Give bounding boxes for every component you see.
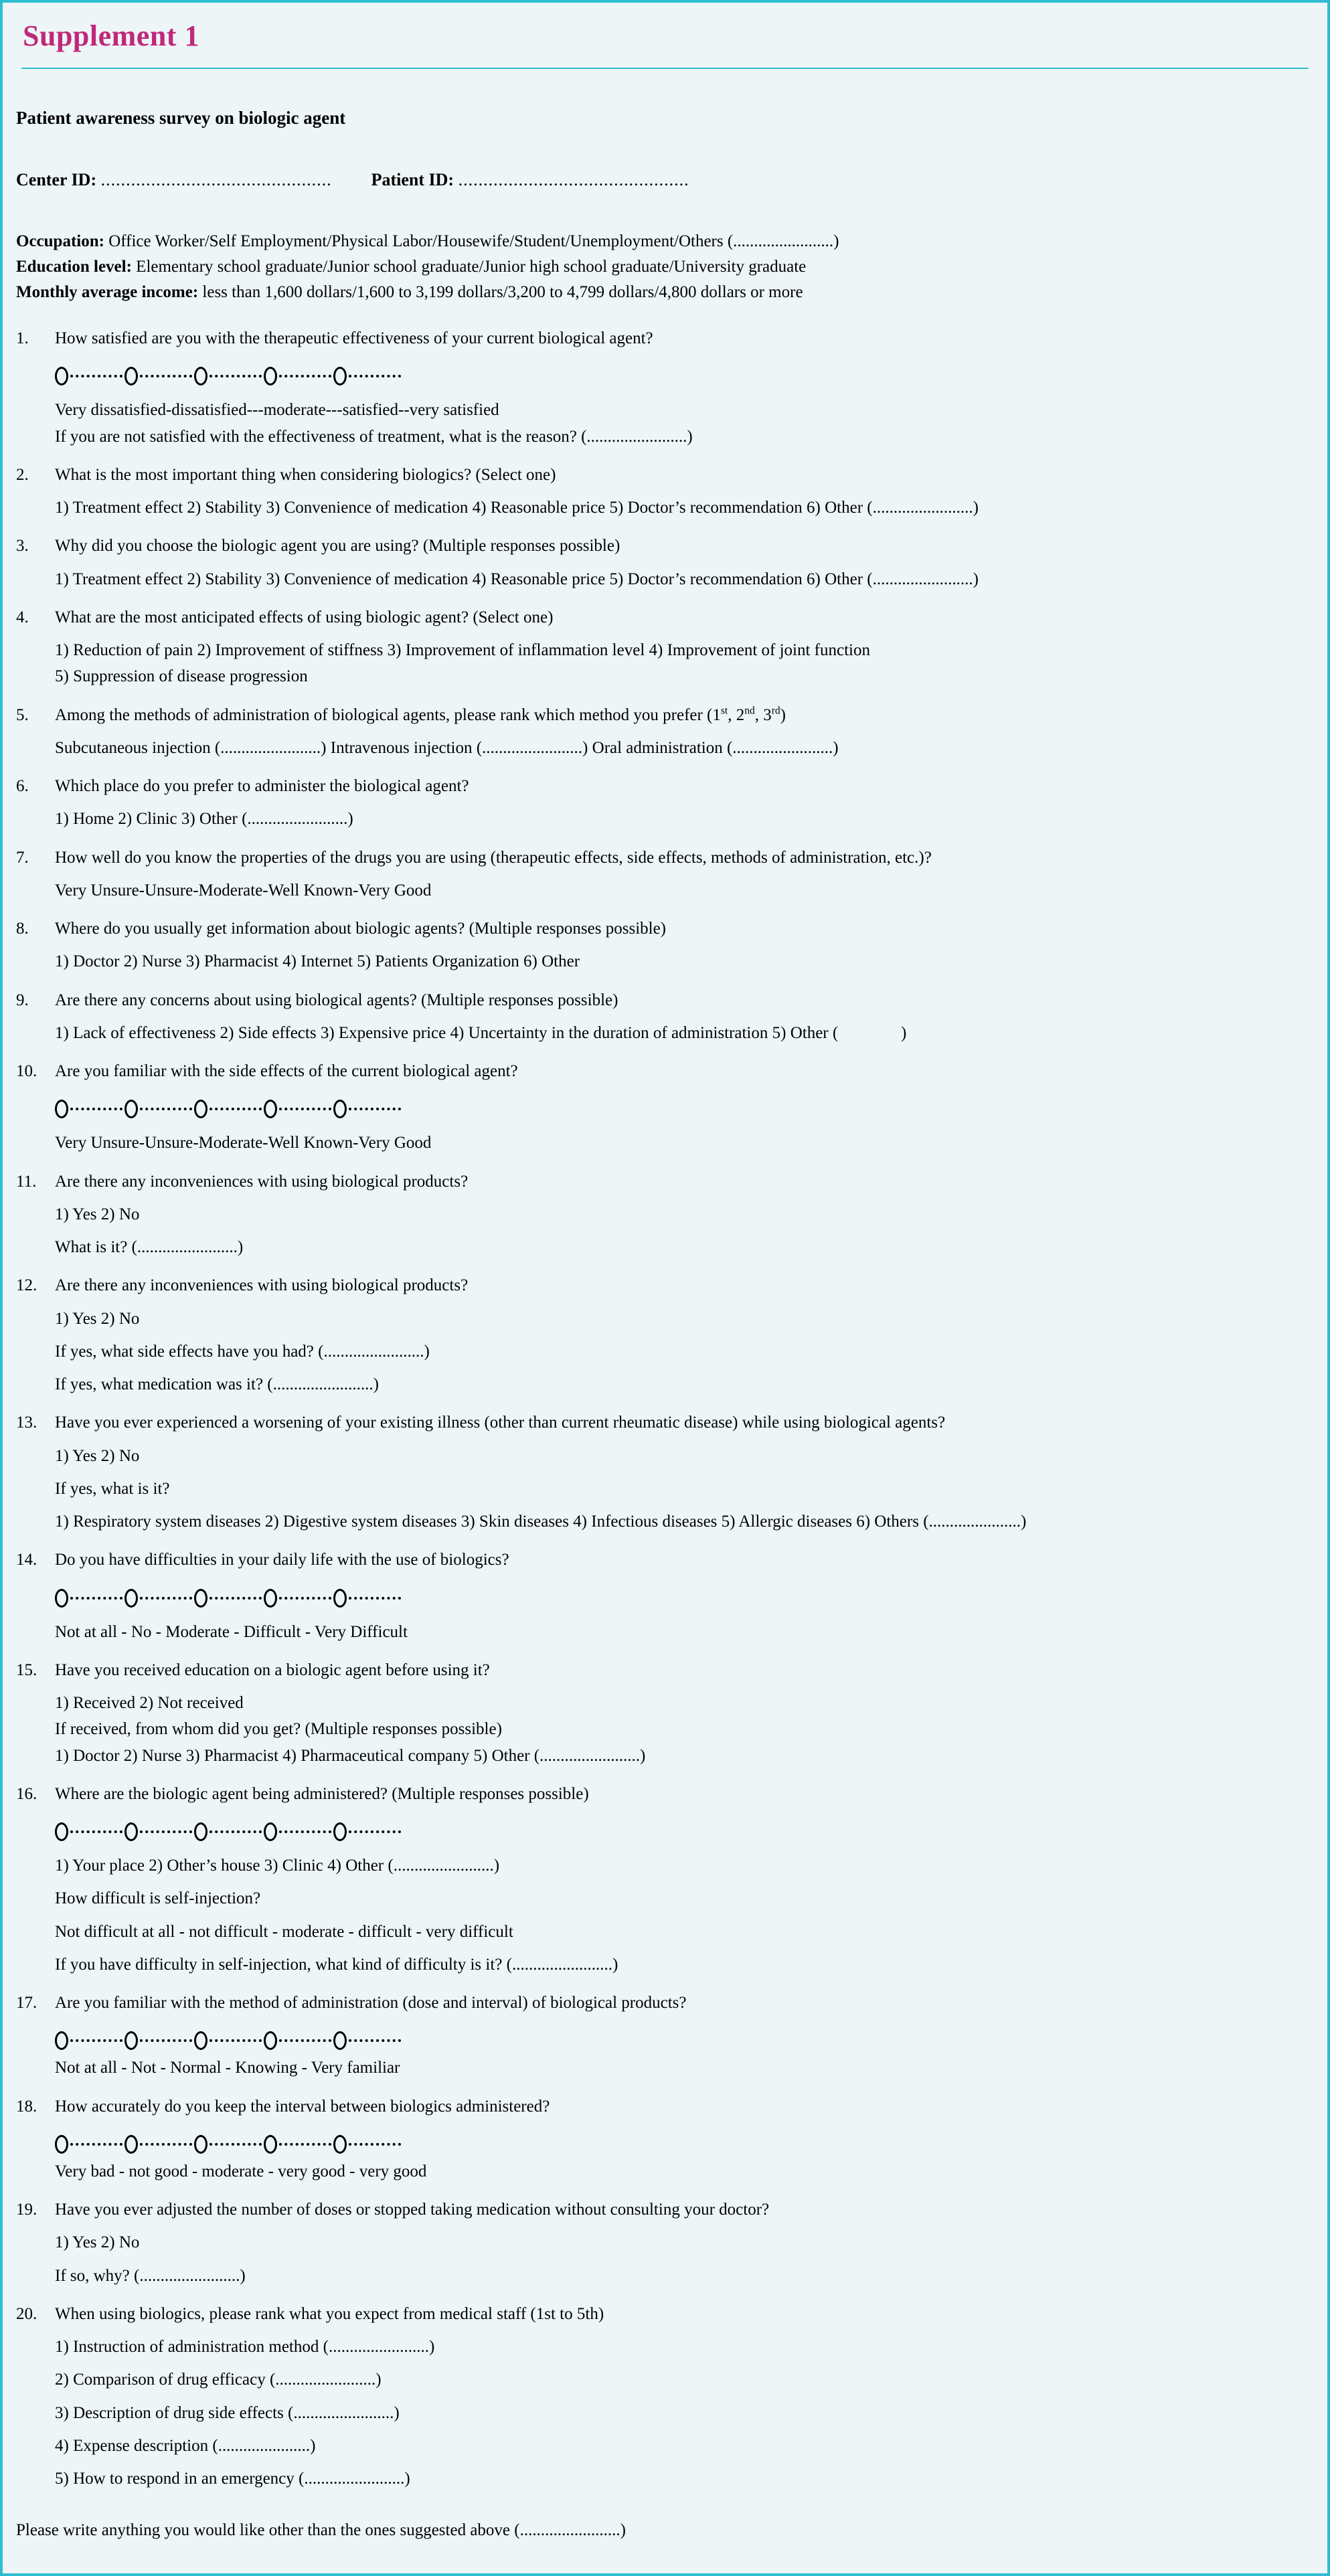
question-stem: How satisfied are you with the therapeutic effectiveness of your current biological agent? bbox=[55, 329, 653, 347]
scale-circle-option bbox=[333, 1822, 347, 1841]
scale-circle-option bbox=[333, 367, 347, 385]
center-id-blank: .............................................. bbox=[100, 170, 332, 189]
scale-dotted-line bbox=[279, 1597, 331, 1600]
question-stem: How accurately do you keep the interval between biologics administered? bbox=[55, 2097, 550, 2116]
question-item bbox=[16, 1171, 1314, 1258]
question-line: 1) Home 2) Clinic 3) Other (........................) bbox=[55, 810, 353, 829]
footer-note: Please write anything you would like other than the ones suggested above (........................) bbox=[16, 2521, 626, 2540]
question-line: How difficult is self-injection? bbox=[55, 1889, 261, 1908]
scale-circle-option bbox=[264, 1100, 277, 1118]
scale-dotted-line bbox=[210, 2143, 262, 2146]
question-number: 7. bbox=[16, 848, 29, 867]
question-stem: Where do you usually get information about biologic agents? (Multiple responses possible) bbox=[55, 920, 667, 938]
scale-circle-option bbox=[264, 1589, 277, 1608]
question-item bbox=[16, 1061, 1314, 1154]
scale-dotted-line bbox=[210, 1597, 262, 1600]
scale-dotted-line bbox=[70, 2143, 122, 2146]
scale-dotted-line bbox=[70, 1108, 122, 1110]
question-item bbox=[16, 918, 1314, 972]
question-line: 1) Your place 2) Other’s house 3) Clinic 4) Other (........................) bbox=[55, 1857, 500, 1875]
question-row bbox=[16, 847, 1314, 868]
scale-dotted-line bbox=[70, 2039, 122, 2042]
question-line: If you are not satisfied with the effectiveness of treatment, what is the reason? (........................) bbox=[55, 427, 693, 446]
question-number: 12. bbox=[16, 1276, 37, 1295]
question-item bbox=[16, 1660, 1314, 1766]
header-divider bbox=[21, 68, 1309, 69]
question-item bbox=[16, 776, 1314, 830]
scale-circle-option bbox=[194, 367, 207, 385]
patient-id-label: Patient ID: bbox=[371, 170, 454, 189]
scale-circle-option bbox=[124, 367, 138, 385]
question-line: If you have difficulty in self-injection, what kind of difficulty is it? (........................) bbox=[55, 1955, 618, 1974]
scale-circle-option bbox=[194, 2135, 207, 2154]
question-line: Very Unsure-Unsure-Moderate-Well Known-Very Good bbox=[55, 881, 432, 899]
rating-scale bbox=[55, 2133, 1314, 2156]
question-number: 14. bbox=[16, 1551, 37, 1569]
question-item bbox=[16, 990, 1314, 1044]
question-row bbox=[16, 1992, 1314, 2013]
question-item bbox=[16, 705, 1314, 759]
scale-dotted-line bbox=[70, 375, 122, 377]
scale-circle-option bbox=[55, 367, 68, 385]
question-line: Subcutaneous injection (........................) Intravenous injection (........................) Oral administration (........................) bbox=[55, 738, 839, 757]
scale-dotted-line bbox=[140, 1597, 192, 1600]
question-number: 2. bbox=[16, 465, 29, 484]
question-stem: Have you ever adjusted the number of doses or stopped taking medication without consulting your doctor? bbox=[55, 2201, 770, 2219]
demographic-text: less than 1,600 dollars/1,600 to 3,199 dollars/3,200 to 4,799 dollars/4,800 dollars or more bbox=[198, 283, 803, 301]
scale-circle-option bbox=[124, 2031, 138, 2050]
rating-scale bbox=[55, 1587, 1314, 1610]
scale-circle-option bbox=[194, 1589, 207, 1608]
question-number: 5. bbox=[16, 705, 29, 724]
question-line: If yes, what medication was it? (........................) bbox=[55, 1375, 379, 1393]
page-title: Supplement 1 bbox=[23, 19, 199, 52]
question-list bbox=[16, 328, 1314, 2489]
scale-dotted-line bbox=[70, 1830, 122, 1833]
question-number: 10. bbox=[16, 1062, 37, 1080]
question-number: 15. bbox=[16, 1660, 37, 1679]
demographic-label: Monthly average income: bbox=[16, 283, 199, 301]
question-line: Very dissatisfied-dissatisfied---moderate---satisfied--very satisfied bbox=[55, 401, 499, 420]
scale-dotted-line bbox=[279, 1830, 331, 1833]
question-number: 1. bbox=[16, 329, 29, 347]
question-stem: Are you familiar with the side effects of the current biological agent? bbox=[55, 1062, 518, 1080]
question-line: 4) Expense description (......................) bbox=[55, 2436, 316, 2455]
question-line: Not at all - Not - Normal - Knowing - Very familiar bbox=[55, 2059, 400, 2077]
question-number: 17. bbox=[16, 1994, 37, 2012]
question-stem: Which place do you prefer to administer the biological agent? bbox=[55, 777, 469, 795]
scale-dotted-line bbox=[349, 375, 401, 377]
scale-circle-option bbox=[55, 1100, 68, 1118]
question-item bbox=[16, 328, 1314, 447]
question-number: 8. bbox=[16, 920, 29, 938]
question-item bbox=[16, 464, 1314, 519]
demographic-line bbox=[16, 229, 1314, 254]
question-line: Very bad - not good - moderate - very good - very good bbox=[55, 2162, 427, 2180]
scale-dotted-line bbox=[349, 1830, 401, 1833]
question-row bbox=[16, 1549, 1314, 1570]
question-line: 1) Instruction of administration method (........................) bbox=[55, 2338, 435, 2356]
question-number: 11. bbox=[16, 1172, 37, 1191]
question-number: 20. bbox=[16, 2304, 37, 2323]
demographic-label: Occupation: bbox=[16, 232, 104, 250]
question-stem: Do you have difficulties in your daily life with the use of biologics? bbox=[55, 1551, 509, 1569]
question-line: 1) Reduction of pain 2) Improvement of stiffness 3) Improvement of inflammation level 4) Improvement of joint function bbox=[55, 641, 870, 659]
question-row bbox=[16, 705, 1314, 725]
question-stem: How well do you know the properties of the drugs you are using (therapeutic effects, side effects, methods of administration, etc.)? bbox=[55, 848, 932, 867]
demographic-label: Education level: bbox=[16, 258, 132, 276]
scale-dotted-line bbox=[349, 1108, 401, 1110]
question-line: 1) Yes 2) No bbox=[55, 1205, 140, 1223]
demographic-line bbox=[16, 280, 1314, 305]
question-line: 5) How to respond in an emergency (........................) bbox=[55, 2470, 410, 2488]
demographic-text: Office Worker/Self Employment/Physical Labor/Housewife/Student/Unemployment/Others (........................) bbox=[104, 232, 839, 250]
scale-dotted-line bbox=[279, 2039, 331, 2042]
question-stem: Among the methods of administration of biological agents, please rank which method you prefer (1st, 2nd, 3rd) bbox=[55, 705, 786, 724]
question-stem: Are you familiar with the method of administration (dose and interval) of biological products? bbox=[55, 1994, 687, 2012]
question-stem: Why did you choose the biologic agent you are using? (Multiple responses possible) bbox=[55, 537, 620, 555]
question-line: If yes, what is it? bbox=[55, 1479, 170, 1498]
scale-dotted-line bbox=[349, 1597, 401, 1600]
scale-circle-option bbox=[194, 2031, 207, 2050]
rating-scale bbox=[55, 1820, 1314, 1843]
center-id-label: Center ID: bbox=[16, 170, 97, 189]
question-row bbox=[16, 2304, 1314, 2324]
rating-scale bbox=[55, 2029, 1314, 2052]
question-stem: What are the most anticipated effects of using biologic agent? (Select one) bbox=[55, 608, 554, 626]
scale-dotted-line bbox=[349, 2143, 401, 2146]
scale-circle-option bbox=[55, 2135, 68, 2154]
question-line: 1) Received 2) Not received bbox=[55, 1694, 244, 1712]
question-line: 1) Lack of effectiveness 2) Side effects 3) Expensive price 4) Uncertainty in the duration of administration 5) Other ( ) bbox=[55, 1023, 907, 1042]
question-item bbox=[16, 847, 1314, 901]
demographic-line bbox=[16, 254, 1314, 280]
scale-circle-option bbox=[55, 2031, 68, 2050]
question-stem: Are there any concerns about using biological agents? (Multiple responses possible) bbox=[55, 991, 618, 1009]
scale-circle-option bbox=[194, 1100, 207, 1118]
question-line: 1) Respiratory system diseases 2) Digestive system diseases 3) Skin diseases 4) Infectious diseases 5) Allergic diseases 6) Others (......................) bbox=[55, 1513, 1027, 1531]
question-line: 1) Treatment effect 2) Stability 3) Convenience of medication 4) Reasonable price 5) Doctor’s recommendation 6) Other (........................) bbox=[55, 570, 979, 588]
scale-circle-option bbox=[264, 2135, 277, 2154]
question-row bbox=[16, 1660, 1314, 1681]
scale-dotted-line bbox=[70, 1597, 122, 1600]
question-row bbox=[16, 1171, 1314, 1192]
question-item bbox=[16, 2096, 1314, 2182]
question-line: 1) Doctor 2) Nurse 3) Pharmacist 4) Internet 5) Patients Organization 6) Other bbox=[55, 952, 580, 971]
question-row bbox=[16, 1061, 1314, 1082]
scale-circle-option bbox=[333, 1100, 347, 1118]
question-line: What is it? (........................) bbox=[55, 1238, 244, 1256]
rating-scale bbox=[55, 365, 1314, 388]
patient-id-blank: .............................................. bbox=[458, 170, 689, 189]
question-stem: Where are the biologic agent being administered? (Multiple responses possible) bbox=[55, 1784, 589, 1803]
question-line: If yes, what side effects have you had? (........................) bbox=[55, 1342, 430, 1361]
question-row bbox=[16, 328, 1314, 349]
scale-circle-option bbox=[194, 1822, 207, 1841]
question-row bbox=[16, 918, 1314, 939]
question-stem: When using biologics, please rank what you expect from medical staff (1st to 5th) bbox=[55, 2304, 604, 2323]
question-line: 2) Comparison of drug efficacy (........................) bbox=[55, 2371, 382, 2389]
question-number: 18. bbox=[16, 2097, 37, 2116]
question-line: 1) Yes 2) No bbox=[55, 1309, 140, 1328]
question-number: 13. bbox=[16, 1413, 37, 1432]
scale-dotted-line bbox=[210, 1830, 262, 1833]
scale-circle-option bbox=[124, 2135, 138, 2154]
question-number: 19. bbox=[16, 2201, 37, 2219]
question-item bbox=[16, 1784, 1314, 1975]
scale-dotted-line bbox=[349, 2039, 401, 2042]
scale-circle-option bbox=[264, 2031, 277, 2050]
scale-circle-option bbox=[124, 1589, 138, 1608]
question-item bbox=[16, 535, 1314, 590]
scale-dotted-line bbox=[279, 1108, 331, 1110]
demographic-text: Elementary school graduate/Junior school graduate/Junior high school graduate/University graduate bbox=[131, 258, 807, 276]
question-stem: Have you received education on a biologic agent before using it? bbox=[55, 1660, 490, 1679]
scale-circle-option bbox=[333, 2135, 347, 2154]
question-stem: What is the most important thing when considering biologics? (Select one) bbox=[55, 465, 556, 484]
scale-dotted-line bbox=[140, 2143, 192, 2146]
question-item bbox=[16, 2304, 1314, 2490]
scale-dotted-line bbox=[210, 1108, 262, 1110]
question-row bbox=[16, 535, 1314, 556]
question-row bbox=[16, 2096, 1314, 2117]
scale-dotted-line bbox=[140, 375, 192, 377]
scale-circle-option bbox=[333, 1589, 347, 1608]
question-line: If so, why? (........................) bbox=[55, 2266, 246, 2285]
question-line: Not difficult at all - not difficult - moderate - difficult - very difficult bbox=[55, 1922, 513, 1941]
scale-circle-option bbox=[55, 1822, 68, 1841]
question-item bbox=[16, 2199, 1314, 2286]
question-line: 1) Yes 2) No bbox=[55, 2233, 140, 2252]
demographics bbox=[16, 229, 1314, 305]
scale-circle-option bbox=[124, 1822, 138, 1841]
question-line: 1) Doctor 2) Nurse 3) Pharmacist 4) Pharmaceutical company 5) Other (........................) bbox=[55, 1746, 646, 1765]
scale-circle-option bbox=[264, 367, 277, 385]
question-line: 3) Description of drug side effects (........................) bbox=[55, 2403, 400, 2422]
question-row bbox=[16, 2199, 1314, 2220]
question-row bbox=[16, 1784, 1314, 1804]
question-item bbox=[16, 1412, 1314, 1532]
question-stem: Are there any inconveniences with using biological products? bbox=[55, 1276, 469, 1295]
scale-circle-option bbox=[55, 1589, 68, 1608]
question-row bbox=[16, 776, 1314, 796]
scale-dotted-line bbox=[140, 2039, 192, 2042]
question-number: 4. bbox=[16, 608, 29, 626]
scale-dotted-line bbox=[210, 375, 262, 377]
question-row bbox=[16, 1412, 1314, 1433]
question-number: 9. bbox=[16, 991, 29, 1009]
question-row bbox=[16, 607, 1314, 628]
question-item bbox=[16, 1992, 1314, 2079]
scale-dotted-line bbox=[140, 1830, 192, 1833]
question-row bbox=[16, 990, 1314, 1011]
question-item bbox=[16, 607, 1314, 687]
scale-circle-option bbox=[124, 1100, 138, 1118]
question-item bbox=[16, 1275, 1314, 1395]
question-line: Very Unsure-Unsure-Moderate-Well Known-Very Good bbox=[55, 1134, 432, 1152]
id-row bbox=[16, 170, 1314, 190]
scale-dotted-line bbox=[279, 375, 331, 377]
question-line: 1) Yes 2) No bbox=[55, 1446, 140, 1465]
question-number: 3. bbox=[16, 537, 29, 555]
question-line: 5) Suppression of disease progression bbox=[55, 667, 308, 686]
question-stem: Have you ever experienced a worsening of your existing illness (other than current rheumatic disease) while using biological agents? bbox=[55, 1413, 946, 1432]
rating-scale bbox=[55, 1098, 1314, 1120]
question-row bbox=[16, 464, 1314, 485]
question-line: If received, from whom did you get? (Multiple responses possible) bbox=[55, 1720, 502, 1739]
question-stem: Are there any inconveniences with using biological products? bbox=[55, 1172, 469, 1191]
question-line: Not at all - No - Moderate - Difficult - Very Difficult bbox=[55, 1622, 408, 1641]
question-number: 16. bbox=[16, 1784, 37, 1803]
scale-circle-option bbox=[333, 2031, 347, 2050]
survey-title: Patient awareness survey on biologic agent bbox=[16, 108, 346, 128]
scale-circle-option bbox=[264, 1822, 277, 1841]
scale-dotted-line bbox=[140, 1108, 192, 1110]
question-line: 1) Treatment effect 2) Stability 3) Convenience of medication 4) Reasonable price 5) Doctor’s recommendation 6) Other (........................) bbox=[55, 499, 979, 517]
scale-dotted-line bbox=[210, 2039, 262, 2042]
question-row bbox=[16, 1275, 1314, 1296]
scale-dotted-line bbox=[279, 2143, 331, 2146]
question-number: 6. bbox=[16, 777, 29, 795]
question-item bbox=[16, 1549, 1314, 1642]
